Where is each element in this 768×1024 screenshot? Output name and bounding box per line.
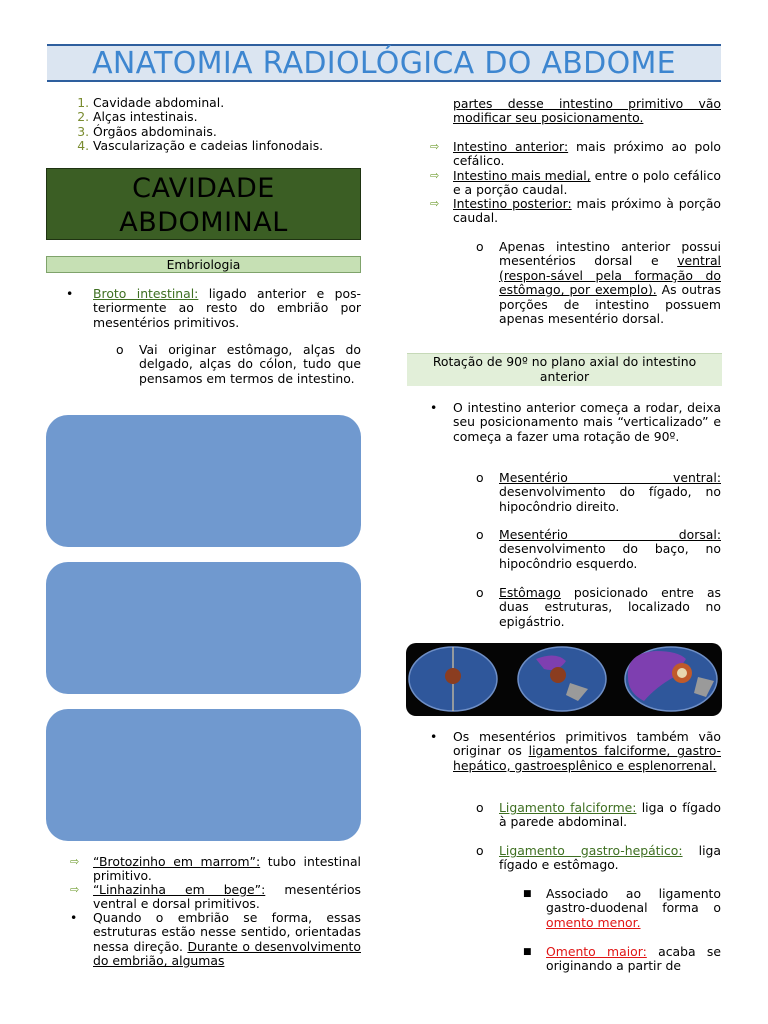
bullet-o: o <box>116 342 124 357</box>
toc-item: 1. Cavidade abdominal. <box>93 96 367 110</box>
paragraph-omento-maior <box>546 945 721 974</box>
paragraph-linhazinha <box>93 883 361 912</box>
term-broto: Broto intestinal: <box>93 286 199 301</box>
bullet-dot: • <box>70 910 78 925</box>
text-apenas-ventral: ventral (respon-sável pela formação do estômago, por exemplo). <box>499 253 721 298</box>
section-title-line-2: ABDOMINAL <box>119 207 288 238</box>
bullet-square: ■ <box>523 889 532 899</box>
paragraph-brotozinho <box>93 855 361 884</box>
paragraph-mesenterios <box>453 730 721 773</box>
section-title-line-1: CAVIDADE <box>132 173 275 204</box>
paragraph-o-intestino: O intestino anterior começa a rodar, deixa seu posicionamento mais “verticalizado” e começa a fazer uma rotação de 90º. <box>453 400 721 444</box>
term-estomago: Estômago <box>499 585 561 600</box>
paragraph-quando <box>93 911 361 969</box>
paragraph-associado <box>546 887 721 930</box>
text-estomago: posicionado entre as duas estruturas, localizado no epigástrio. <box>499 585 721 629</box>
text-omento-maior: acaba se originando a partir de <box>546 944 721 974</box>
text-omento-menor: omento menor. <box>546 914 641 930</box>
bullet-o: o <box>476 800 484 815</box>
arrow-icon: ⇨ <box>70 883 80 896</box>
paragraph-int-posterior <box>453 197 721 226</box>
image-placeholder-1 <box>46 415 361 547</box>
text-lig-falciforme: liga o fígado à parede abdominal. <box>499 800 721 830</box>
paragraph-mes-dorsal <box>499 528 721 571</box>
paragraph-mes-ventral <box>499 471 721 514</box>
arrow-icon: ⇨ <box>70 855 80 868</box>
embryology-figure <box>406 643 722 716</box>
subheading-embriologia: Embriologia <box>46 256 361 273</box>
bullet-o: o <box>476 585 484 600</box>
toc-list <box>47 96 367 154</box>
paragraph-int-medial <box>453 169 721 198</box>
text-int-anterior: mais próximo ao polo cefálico. <box>453 139 721 169</box>
text-brotozinho: tubo intestinal primitivo. <box>93 854 361 884</box>
term-mes-ventral: Mesentério ventral: <box>499 470 721 485</box>
bullet-o: o <box>476 470 484 485</box>
page-title: ANATOMIA RADIOLÓGICA DO ABDOME <box>47 44 721 82</box>
text-mesenterios-underlined: ligamentos falciforme, gastro-hepático, gastroesplênico e esplenorrenal. <box>453 743 721 773</box>
paragraph-broto <box>93 287 361 330</box>
paragraph-vai: Vai originar estômago, alças do delgado, alças do cólon, tudo que pensamos em termos de intestino. <box>139 342 361 386</box>
bullet-o: o <box>476 843 484 858</box>
paragraph-estomago <box>499 586 721 629</box>
text-mesenterios: Os mesentérios primitivos também vão originar os <box>453 729 721 759</box>
arrow-icon: ⇨ <box>430 197 440 210</box>
image-placeholder-2 <box>46 562 361 694</box>
bullet-dot: • <box>430 729 438 744</box>
arrow-icon: ⇨ <box>430 169 440 182</box>
text-linhazinha: mesentérios ventral e dorsal primitivos. <box>93 882 361 912</box>
section-title-box <box>46 168 361 240</box>
toc-item: 3. Órgãos abdominais. <box>93 125 367 139</box>
text-mes-ventral: desenvolvimento do fígado, no hipocôndrio direito. <box>499 484 721 514</box>
term-omento-maior: Omento maior: <box>546 944 647 959</box>
text-int-medial: entre o polo cefálico e a porção caudal. <box>453 168 721 198</box>
text-int-posterior: mais próximo à porção caudal. <box>453 196 721 226</box>
term-brotozinho: “Brotozinho em marrom”: <box>93 854 261 869</box>
term-lig-falciforme: Ligamento falciforme: <box>499 800 637 815</box>
bullet-square: ■ <box>523 947 532 957</box>
bullet-dot: • <box>66 286 74 301</box>
paragraph-right-top: partes desse intestino primitivo vão modificar seu posicionamento. <box>453 96 721 126</box>
paragraph-int-anterior <box>453 140 721 169</box>
image-placeholder-3 <box>46 709 361 841</box>
subheading-rotacao: Rotação de 90º no plano axial do intestino anterior <box>407 353 722 386</box>
paragraph-lig-gastro <box>499 844 721 873</box>
bullet-dot: • <box>430 400 438 415</box>
toc-item: 2. Alças intestinais. <box>93 110 367 124</box>
text-quando-underlined: Durante o desenvolvimento do embrião, algumas <box>93 938 361 969</box>
arrow-icon: ⇨ <box>430 140 440 153</box>
term-linhazinha: “Linhazinha em bege”: <box>93 882 266 897</box>
bullet-o: o <box>476 239 484 254</box>
text-apenas: Apenas intestino anterior possui mesentérios dorsal e <box>499 239 721 269</box>
text-associado: Associado ao ligamento gastro-duodenal forma o <box>546 886 721 916</box>
text-lig-gastro: liga fígado e estômago. <box>499 843 721 873</box>
term-mes-dorsal: Mesentério dorsal: <box>499 527 721 542</box>
toc-item: 4. Vascularização e cadeias linfonodais. <box>93 139 367 153</box>
paragraph-lig-falciforme <box>499 801 721 830</box>
bullet-o: o <box>476 527 484 542</box>
rotation-diagram <box>406 643 722 716</box>
text-apenas-rest: As outras porções de intestino possuem apenas mesentério dorsal. <box>499 282 721 327</box>
text-mes-dorsal: desenvolvimento do baço, no hipocôndrio esquerdo. <box>499 541 721 571</box>
text-quando: Quando o embrião se forma, essas estruturas estão nesse sentido, orientadas nessa direção. <box>93 910 361 954</box>
term-int-posterior: Intestino posterior: <box>453 196 572 211</box>
paragraph-apenas <box>499 240 721 326</box>
term-lig-gastro: Ligamento gastro-hepático: <box>499 843 683 858</box>
term-int-medial: Intestino mais medial, <box>453 168 591 183</box>
term-int-anterior: Intestino anterior: <box>453 139 569 154</box>
text-broto: ligado anterior e pos-teriormente ao resto do embrião por mesentérios primitivos. <box>93 286 361 330</box>
